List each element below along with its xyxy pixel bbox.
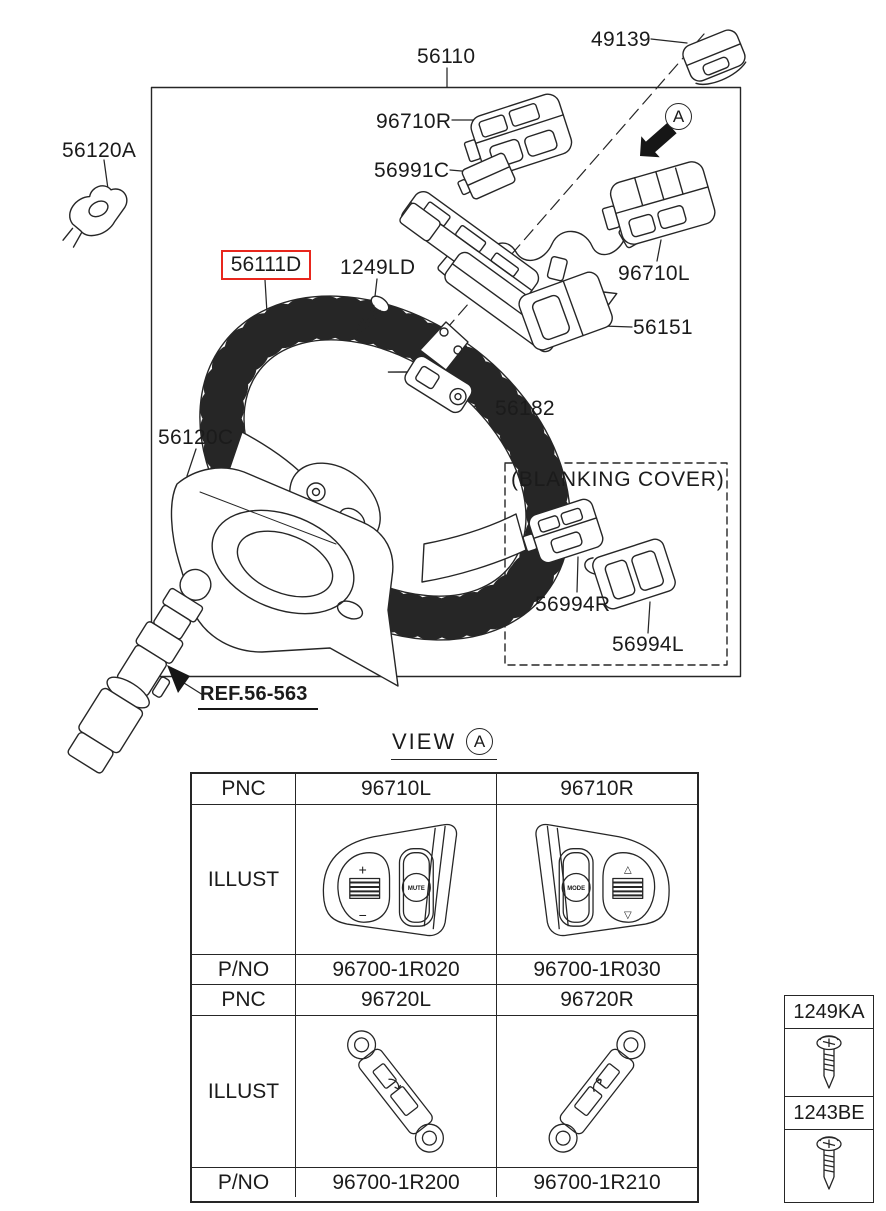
table-cell-pno-96700-1R020[interactable]: 96700-1R020	[296, 955, 497, 985]
blanking-cover-title: (BLANKING COVER)	[511, 468, 725, 491]
view-title-underline	[391, 759, 497, 760]
illust-96710R-switch	[497, 805, 697, 954]
seek-up-glyph: △	[623, 864, 632, 876]
table-header-pno: P/NO	[192, 955, 296, 985]
part-96710L-switch	[596, 159, 717, 250]
illust-96720R-lever	[497, 1016, 697, 1167]
part-label-56120A[interactable]: 56120A	[62, 139, 137, 162]
part-label-56994L[interactable]: 56994L	[612, 633, 684, 656]
table-cell-pno-96700-1R210[interactable]: 96700-1R210	[533, 1170, 661, 1194]
ref-arrowhead	[167, 665, 190, 693]
steering-column-shaft	[63, 559, 229, 779]
view-marker-a: A	[665, 103, 692, 130]
part-label-96710R[interactable]: 96710R	[376, 110, 452, 133]
table-cell-pno-96700-1R030[interactable]: 96700-1R030	[497, 955, 697, 985]
table-header-pno-2: P/NO	[192, 1168, 296, 1197]
mute-button-label: MUTE	[407, 885, 425, 892]
volume-minus-glyph: −	[358, 907, 367, 924]
volume-plus-glyph: +	[358, 861, 367, 878]
part-49139-cap	[680, 27, 750, 90]
illust-96710L-switch	[296, 805, 496, 954]
part-label-49139[interactable]: 49139	[591, 28, 651, 51]
screw-icon	[811, 1032, 847, 1094]
part-label-56991C[interactable]: 56991C	[374, 159, 450, 182]
table-cell-illust-96710R	[497, 805, 697, 955]
table-cell-pnc-96720R[interactable]: 96720R	[497, 985, 697, 1016]
table-cell-illust-96710L	[296, 805, 497, 955]
table-cell-pnc-96710L[interactable]: 96710L	[296, 774, 497, 805]
fastener-table	[784, 995, 874, 1203]
table-cell-illust-96720R	[497, 1016, 697, 1168]
fastener-illust-1243BE	[785, 1130, 873, 1198]
fastener-label-1243BE[interactable]: 1243BE	[785, 1097, 873, 1130]
part-label-56182[interactable]: 56182	[495, 397, 555, 420]
part-label-56994R[interactable]: 56994R	[535, 593, 611, 616]
ref-label[interactable]: REF.56-563	[198, 683, 318, 710]
table-header-pnc-2: PNC	[192, 985, 296, 1016]
part-label-56120C[interactable]: 56120C	[158, 426, 234, 449]
screw-icon	[811, 1133, 847, 1195]
fastener-illust-1249KA	[785, 1029, 873, 1097]
table-cell-pnc-96720L[interactable]: 96720L	[296, 985, 497, 1016]
view-title-marker-a: A	[466, 728, 493, 755]
part-label-56151[interactable]: 56151	[633, 316, 693, 339]
table-cell-pno-96700-1R200[interactable]: 96700-1R200	[296, 1168, 497, 1197]
table-cell-pnc-96710R[interactable]: 96710R	[497, 774, 697, 805]
mode-button-label: MODE	[567, 885, 586, 892]
table-header-illust: ILLUST	[192, 805, 296, 955]
part-label-1249LD[interactable]: 1249LD	[340, 256, 416, 279]
part-56120A-clip	[49, 177, 137, 251]
part-label-96710L[interactable]: 96710L	[618, 262, 690, 285]
table-header-illust-2: ILLUST	[192, 1016, 296, 1168]
table-cell-illust-96720L	[296, 1016, 497, 1168]
view-parts-table	[190, 772, 699, 1203]
part-label-56111D-highlighted[interactable]	[221, 250, 311, 280]
view-title: VIEW	[392, 729, 457, 754]
part-label-56111D-text: 56111D	[230, 253, 302, 276]
illust-96720L-lever	[296, 1016, 496, 1167]
table-header-pnc: PNC	[192, 774, 296, 805]
part-label-56110[interactable]: 56110	[417, 45, 476, 68]
seek-down-glyph: ▽	[623, 910, 632, 922]
fastener-label-1249KA[interactable]: 1249KA	[785, 996, 873, 1029]
